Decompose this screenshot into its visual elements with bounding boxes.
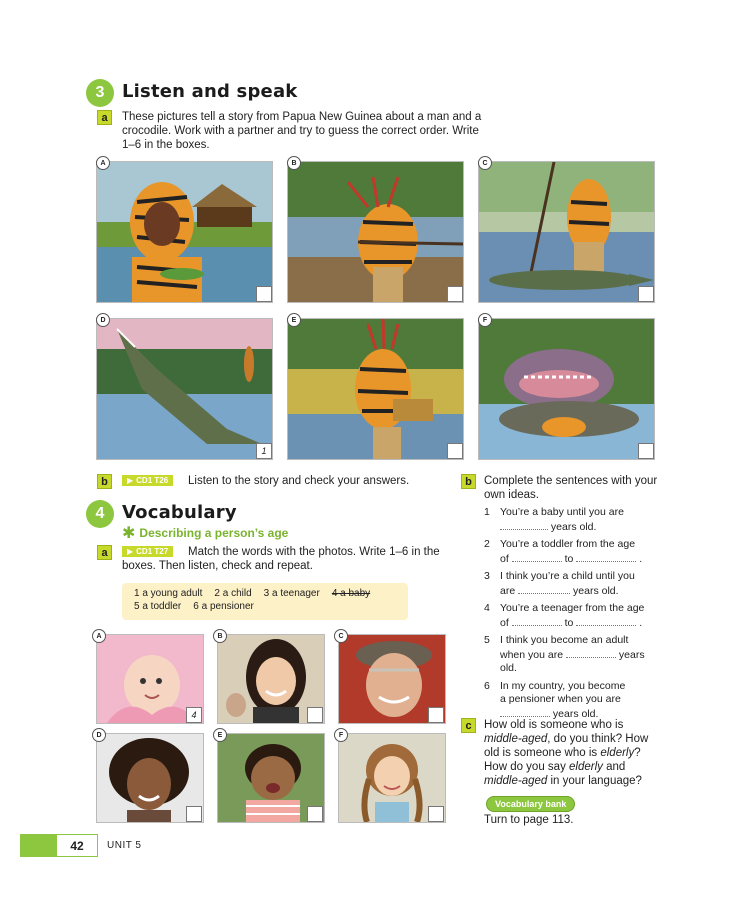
word-baby: 4 a baby: [331, 588, 371, 599]
word-young-adult: 1 a young adult: [134, 588, 203, 599]
blank-input[interactable]: [518, 584, 570, 594]
turn-to-page-text: Turn to page 113.: [484, 814, 574, 826]
sentence-5: 5 I think you become an adult when you are years old.: [484, 634, 645, 674]
asterisk-icon: ✱: [122, 525, 136, 542]
sentence-1: 1 You’re a baby until you are years old.: [484, 506, 624, 533]
word-child: 2 a child: [214, 588, 252, 599]
age-photo-b-label: B: [213, 629, 227, 643]
story-picture-c-label: C: [478, 156, 492, 170]
word-pensioner: 6 a pensioner: [193, 601, 254, 612]
audio-track-label: CD1 T27: [136, 547, 169, 556]
sentence-list: [484, 506, 674, 721]
play-icon: ▶: [127, 547, 134, 556]
section-3-number: 3: [86, 79, 114, 107]
exercise-4c-question: How old is someone who is middle-aged, do you think? How old is someone who is elderly? How do you say elderly and middle-aged in your language?: [484, 719, 649, 787]
blank-input[interactable]: [500, 707, 550, 717]
word-box: [122, 583, 408, 620]
age-photo-f-answer-box[interactable]: [428, 806, 444, 822]
story-picture-d-label: D: [96, 313, 110, 327]
blank-input[interactable]: [566, 648, 616, 658]
blank-input[interactable]: [500, 520, 548, 530]
play-icon: ▶: [127, 476, 134, 485]
section-4-subtitle-text: Describing a person’s age: [139, 526, 289, 540]
exercise-3b-instructions: Listen to the story and check your answers.: [188, 475, 410, 487]
word-box-row-2: [134, 600, 396, 613]
story-picture-e-answer-box[interactable]: [447, 443, 463, 459]
story-picture-b-illustration: [288, 162, 463, 302]
section-3-title: Listen and speak: [122, 81, 298, 102]
story-picture-e-label: E: [287, 313, 301, 327]
audio-track-label: CD1 T26: [136, 476, 169, 485]
word-toddler: 5 a toddler: [134, 601, 182, 612]
age-photo-f-label: F: [334, 728, 348, 742]
exercise-4a-letter: a: [97, 545, 112, 560]
vocabulary-bank-button[interactable]: Vocabulary bank: [486, 796, 575, 812]
section-4-subtitle: [122, 523, 288, 543]
section-4-title: Vocabulary: [122, 502, 237, 523]
exercise-4b-letter: b: [461, 474, 476, 489]
sentence-6: 6 In my country, you become a pensioner when you are years old.: [484, 679, 626, 720]
age-photo-d-answer-box[interactable]: [186, 806, 202, 822]
story-picture-f: [478, 318, 655, 460]
story-picture-b-label: B: [287, 156, 301, 170]
story-picture-a-label: A: [96, 156, 110, 170]
word-teenager: 3 a teenager: [263, 588, 320, 599]
story-picture-b-answer-box[interactable]: [447, 286, 463, 302]
story-picture-d-illustration: [97, 319, 272, 459]
page-number: 42: [56, 834, 98, 857]
unit-label: UNIT 5: [107, 840, 142, 851]
age-photo-e-label: E: [213, 728, 227, 742]
exercise-3a-letter: a: [97, 110, 112, 125]
story-picture-d-answer-box[interactable]: 1: [256, 443, 272, 459]
age-photo-a-answer-box[interactable]: 4: [186, 707, 202, 723]
story-picture-e-illustration: [288, 319, 463, 459]
footer-green-bar: [20, 834, 56, 857]
story-picture-f-illustration: [479, 319, 654, 459]
age-photo-d-label: D: [92, 728, 106, 742]
exercise-4a-instructions: Match the words with the photos. Write 1–6 in the boxes. Then listen, check and repeat.: [122, 546, 440, 572]
exercise-4c-letter: c: [461, 718, 476, 733]
story-picture-f-answer-box[interactable]: [638, 443, 654, 459]
story-picture-c: [478, 161, 655, 303]
exercise-3a-instructions: These pictures tell a story from Papua New Guinea about a man and a crocodile. Work with a partner and try to guess the correct order. Write 1–6 in the boxes.: [122, 111, 482, 151]
sentence-4: 4 You’re a teenager from the age of to .: [484, 602, 645, 629]
age-photo-e-answer-box[interactable]: [307, 806, 323, 822]
age-photo-c-answer-box[interactable]: [428, 707, 444, 723]
exercise-3b-letter: b: [97, 474, 112, 489]
exercise-4b-instructions: Complete the sentences with your own ideas.: [484, 475, 658, 501]
section-4-number: 4: [86, 500, 114, 528]
sentence-3: 3 I think you’re a child until you are years old.: [484, 570, 635, 597]
story-picture-a-illustration: [97, 162, 272, 302]
blank-input[interactable]: [576, 616, 636, 626]
age-photo-a-label: A: [92, 629, 106, 643]
story-picture-a: [96, 161, 273, 303]
story-picture-b: [287, 161, 464, 303]
age-photo-b-answer-box[interactable]: [307, 707, 323, 723]
blank-input[interactable]: [512, 552, 562, 562]
story-picture-e: [287, 318, 464, 460]
age-photo-c-label: C: [334, 629, 348, 643]
blank-input[interactable]: [576, 552, 636, 562]
story-picture-c-answer-box[interactable]: [638, 286, 654, 302]
word-box-row-1: [134, 587, 396, 600]
story-picture-d: [96, 318, 273, 460]
story-picture-c-illustration: [479, 162, 654, 302]
story-picture-a-answer-box[interactable]: [256, 286, 272, 302]
blank-input[interactable]: [512, 616, 562, 626]
story-picture-f-label: F: [478, 313, 492, 327]
sentence-2: 2 You’re a toddler from the age of to .: [484, 538, 643, 565]
audio-track-cd1-t26[interactable]: [122, 475, 173, 486]
